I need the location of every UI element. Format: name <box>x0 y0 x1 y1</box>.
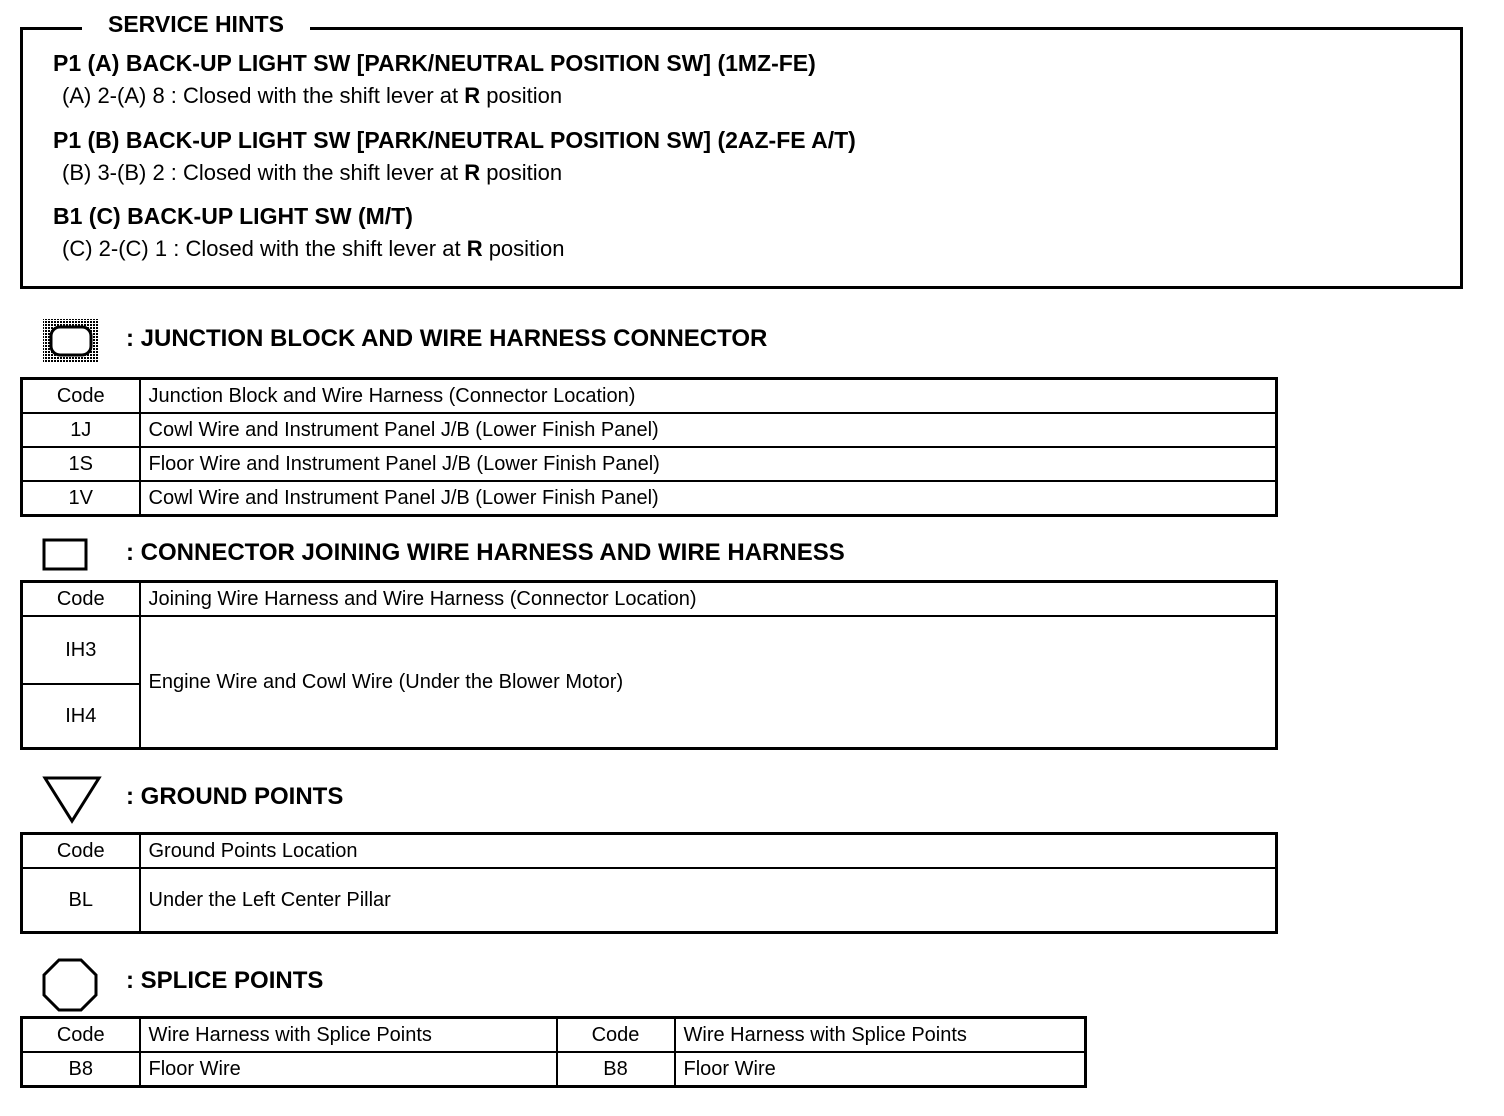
table-row <box>22 1052 1086 1087</box>
cell-desc: Floor Wire <box>140 1052 557 1087</box>
cell-code: 1V <box>22 481 140 516</box>
table-row <box>22 413 1277 447</box>
cell-code: IH4 <box>22 684 140 749</box>
table-header-row <box>22 834 1277 869</box>
hint-body-text: position <box>482 236 565 261</box>
table-row <box>22 481 1277 516</box>
header-desc: Wire Harness with Splice Points <box>675 1018 1086 1053</box>
table-header-row <box>22 379 1277 414</box>
shaded-rounded-rect-icon <box>42 318 100 364</box>
header-desc: Joining Wire Harness and Wire Harness (Connector Location) <box>140 582 1277 617</box>
cell-desc: Floor Wire and Instrument Panel J/B (Lower Finish Panel) <box>140 447 1277 481</box>
hint-body-text: (C) 2-(C) 1 : Closed with the shift lever at <box>62 236 467 261</box>
header-desc: Ground Points Location <box>140 834 1277 869</box>
hint-body-1 <box>62 83 562 109</box>
header-desc: Junction Block and Wire Harness (Connector Location) <box>140 379 1277 414</box>
hint-body-3 <box>62 236 565 262</box>
table-row <box>22 616 1277 684</box>
header-code: Code <box>22 582 140 617</box>
hint-body-bold: R <box>464 160 481 185</box>
rectangle-icon <box>42 538 90 572</box>
cell-desc: Under the Left Center Pillar <box>140 868 1277 933</box>
cell-desc: Floor Wire <box>675 1052 1086 1087</box>
connector-table <box>20 580 1278 750</box>
connector-section-title: : CONNECTOR JOINING WIRE HARNESS AND WIRE HARNESS <box>126 539 845 566</box>
cell-desc: Cowl Wire and Instrument Panel J/B (Lower Finish Panel) <box>140 481 1277 516</box>
hint-body-2 <box>62 160 562 186</box>
ground-table <box>20 832 1278 934</box>
cell-code: B8 <box>22 1052 140 1087</box>
hint-body-bold: R <box>466 236 483 261</box>
header-code: Code <box>22 379 140 414</box>
table-header-row <box>22 1018 1086 1053</box>
hint-heading-1: P1 (A) BACK-UP LIGHT SW [PARK/NEUTRAL POSITION SW] (1MZ-FE) <box>53 50 816 76</box>
header-code: Code <box>22 834 140 869</box>
header-desc: Wire Harness with Splice Points <box>140 1018 557 1053</box>
octagon-icon <box>41 957 99 1013</box>
table-header-row <box>22 582 1277 617</box>
hint-heading-2: P1 (B) BACK-UP LIGHT SW [PARK/NEUTRAL POSITION SW] (2AZ-FE A/T) <box>53 127 856 153</box>
hint-body-bold: R <box>464 83 481 108</box>
down-triangle-icon <box>42 775 102 825</box>
service-hints-title: SERVICE HINTS <box>82 11 310 38</box>
ground-section-title: : GROUND POINTS <box>126 783 344 810</box>
cell-code: BL <box>22 868 140 933</box>
hint-heading-3: B1 (C) BACK-UP LIGHT SW (M/T) <box>53 203 413 229</box>
hint-body-text: (A) 2-(A) 8 : Closed with the shift lever at <box>62 83 465 108</box>
hint-body-text: position <box>480 83 563 108</box>
cell-code: IH3 <box>22 616 140 684</box>
cell-code: 1S <box>22 447 140 481</box>
cell-desc: Engine Wire and Cowl Wire (Under the Blower Motor) <box>140 616 1277 749</box>
table-row <box>22 868 1277 933</box>
splice-section-title: : SPLICE POINTS <box>126 967 324 994</box>
hint-body-text: (B) 3-(B) 2 : Closed with the shift lever at <box>62 160 465 185</box>
junction-table <box>20 377 1278 517</box>
splice-table <box>20 1016 1087 1088</box>
hint-body-text: position <box>480 160 563 185</box>
cell-desc: Cowl Wire and Instrument Panel J/B (Lower Finish Panel) <box>140 413 1277 447</box>
header-code: Code <box>557 1018 675 1053</box>
cell-code: 1J <box>22 413 140 447</box>
junction-section-title: : JUNCTION BLOCK AND WIRE HARNESS CONNECTOR <box>126 325 768 352</box>
table-row <box>22 447 1277 481</box>
cell-code: B8 <box>557 1052 675 1087</box>
header-code: Code <box>22 1018 140 1053</box>
